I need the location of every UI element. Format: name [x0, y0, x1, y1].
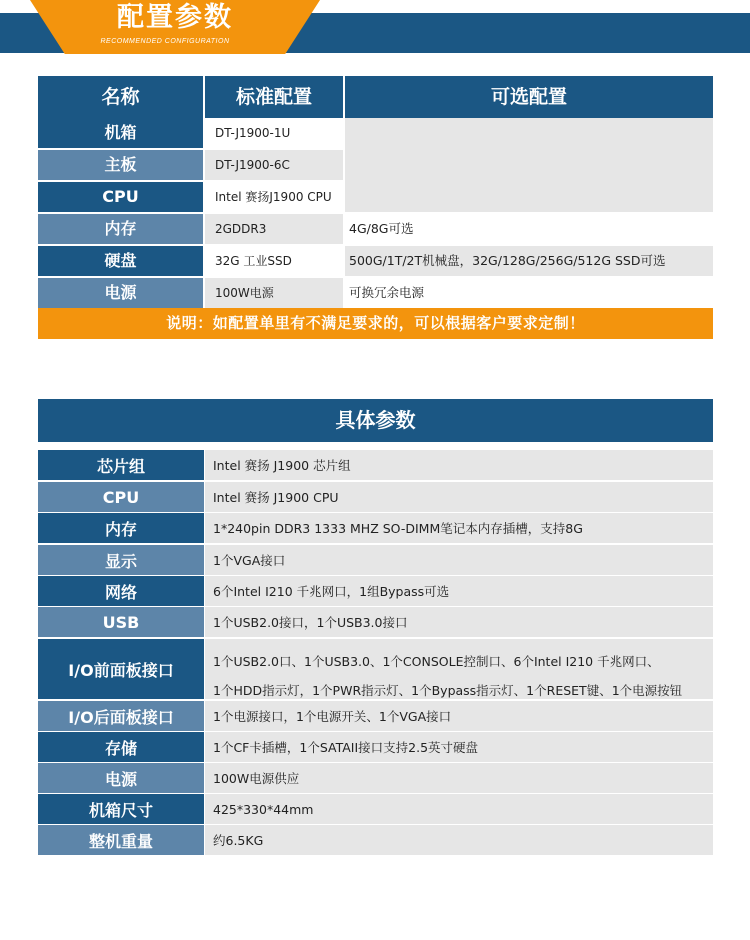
config-row-standard: Intel 赛扬J1900 CPU [205, 182, 343, 212]
spec-row-name: 芯片组 [38, 450, 204, 480]
header-name: 名称 [38, 76, 203, 118]
config-row [38, 214, 713, 244]
spec-table-title: 具体参数 [38, 399, 713, 442]
spec-row-value: 1个USB2.0接口，1个USB3.0接口 [205, 607, 713, 637]
spec-row-value: Intel 赛扬 J1900 芯片组 [205, 450, 713, 480]
header-standard: 标准配置 [205, 76, 343, 118]
config-row [38, 278, 713, 308]
customization-note: 说明：如配置单里有不满足要求的，可以根据客户要求定制！ [38, 308, 713, 339]
spec-row-value-line: 1个HDD指示灯，1个PWR指示灯、1个Bypass指示灯、1个RESET键、1个电源按钮 [213, 683, 683, 698]
config-row-optional: 可换冗余电源 [345, 278, 713, 308]
config-row-name: 内存 [38, 214, 203, 244]
config-row-standard: 2GDDR3 [205, 214, 343, 244]
spec-row-value: 1个电源接口，1个电源开关、1个VGA接口 [205, 701, 713, 731]
config-row-optional: 500G/1T/2T机械盘，32G/128G/256G/512G SSD可选 [345, 246, 713, 276]
spec-row-value [205, 639, 713, 699]
config-row [38, 150, 713, 180]
spec-row-value-line: 1个USB2.0口、1个USB3.0、1个CONSOLE控制口、6个Intel I210 千兆网口、 [213, 654, 660, 669]
spec-row [38, 576, 713, 606]
spec-row [38, 450, 713, 480]
config-row-optional: 4G/8G可选 [345, 214, 713, 244]
spec-row-value: 425*330*44mm [205, 794, 713, 824]
spec-row-name: I/O后面板接口 [38, 701, 204, 731]
config-row-name: CPU [38, 182, 203, 212]
spec-row-name: 内存 [38, 513, 204, 543]
spec-row-value: 100W电源供应 [205, 763, 713, 793]
config-row-standard: DT-J1900-6C [205, 150, 343, 180]
spec-row [38, 607, 713, 637]
config-row [38, 246, 713, 276]
spec-row-name: I/O前面板接口 [38, 639, 204, 699]
config-row [38, 118, 713, 148]
spec-row [38, 482, 713, 512]
config-row-standard: DT-J1900-1U [205, 118, 343, 148]
banner-subtitle: RECOMMENDED CONFIGURATION [100, 38, 230, 45]
spec-table [38, 399, 713, 855]
spec-row-name: 电源 [38, 763, 204, 793]
config-row-standard: 32G 工业SSD [205, 246, 343, 276]
banner-title: 配置参数 [117, 2, 233, 33]
spec-row [38, 639, 713, 699]
spec-row [38, 513, 713, 543]
spec-row-value: 6个Intel I210 千兆网口，1组Bypass可选 [205, 576, 713, 606]
spec-row-value: 1个CF卡插槽，1个SATAII接口支持2.5英寸硬盘 [205, 732, 713, 762]
spec-row [38, 701, 713, 731]
spec-row [38, 794, 713, 824]
spec-row [38, 825, 713, 855]
spec-row-value: Intel 赛扬 J1900 CPU [205, 482, 713, 512]
config-table-header [38, 76, 713, 118]
spec-row-name: CPU [38, 482, 204, 512]
spec-row-value: 1个VGA接口 [205, 545, 713, 575]
spec-row [38, 545, 713, 575]
config-row-name: 主板 [38, 150, 203, 180]
config-row-standard: 100W电源 [205, 278, 343, 308]
spec-row-name: 网络 [38, 576, 204, 606]
spec-row-name: 整机重量 [38, 825, 204, 855]
config-row-name: 硬盘 [38, 246, 203, 276]
spec-row-name: 机箱尺寸 [38, 794, 204, 824]
spec-row [38, 763, 713, 793]
spec-row [38, 732, 713, 762]
spec-row-name: 显示 [38, 545, 204, 575]
spec-row-name: USB [38, 607, 204, 637]
spec-row-value: 1*240pin DDR3 1333 MHZ SO-DIMM笔记本内存插槽，支持8G [205, 513, 713, 543]
config-table [38, 76, 713, 339]
config-row-name: 机箱 [38, 118, 203, 148]
spec-row-value: 约6.5KG [205, 825, 713, 855]
config-row [38, 182, 713, 212]
spec-row-name: 存储 [38, 732, 204, 762]
config-row-name: 电源 [38, 278, 203, 308]
header-optional: 可选配置 [345, 76, 713, 118]
